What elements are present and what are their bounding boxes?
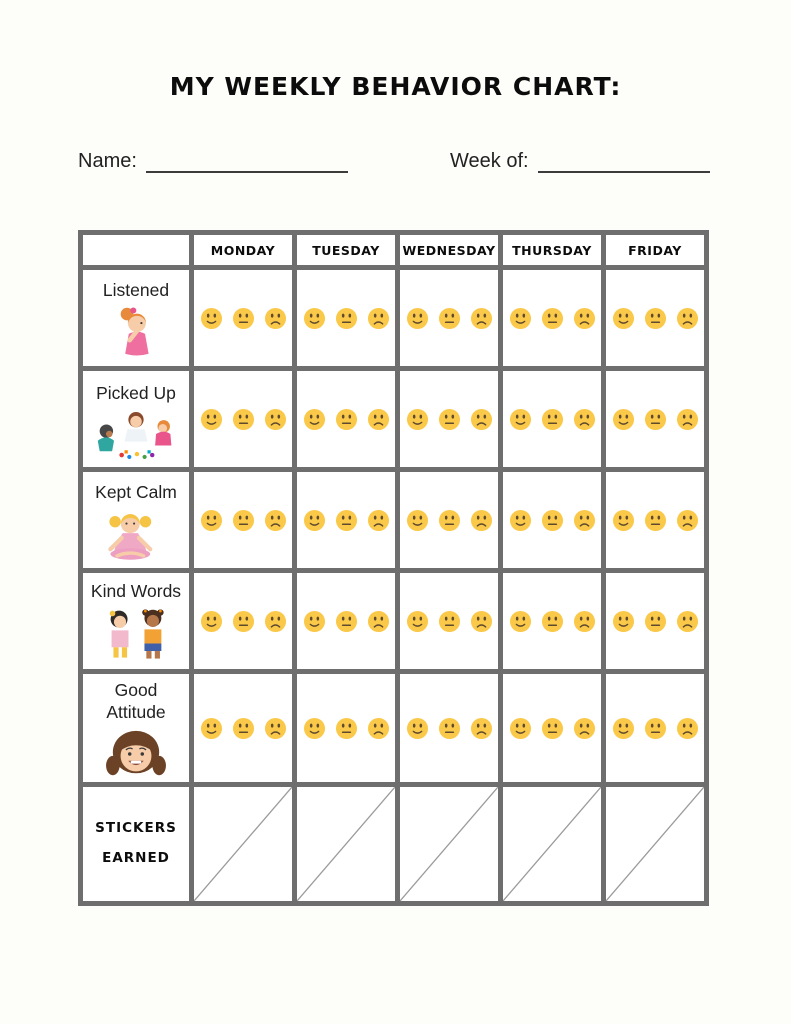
day-header-tuesday: TUESDAY bbox=[295, 233, 398, 268]
diagonal-slash-icon bbox=[297, 787, 395, 901]
stickers-earned-label: STICKERS EARNED bbox=[95, 820, 177, 866]
frowning-face-icon bbox=[573, 307, 596, 330]
slightly-smiling-face-icon bbox=[200, 610, 223, 633]
behavior-label: Picked Up bbox=[96, 383, 176, 404]
behavior-row-good-attitude bbox=[81, 672, 707, 785]
slightly-smiling-face-icon bbox=[509, 610, 532, 633]
rating-cell-thursday bbox=[501, 268, 604, 369]
slightly-smiling-face-icon bbox=[406, 307, 429, 330]
diagonal-slash-icon bbox=[194, 787, 292, 901]
neutral-face-icon bbox=[438, 509, 461, 532]
day-header-wednesday: WEDNESDAY bbox=[398, 233, 501, 268]
frowning-face-icon bbox=[264, 509, 287, 532]
behavior-table bbox=[78, 230, 709, 906]
frowning-face-icon bbox=[367, 307, 390, 330]
neutral-face-icon bbox=[335, 307, 358, 330]
stickers-cell-wednesday bbox=[398, 785, 501, 904]
slightly-smiling-face-icon bbox=[406, 717, 429, 740]
slightly-smiling-face-icon bbox=[612, 509, 635, 532]
neutral-face-icon bbox=[438, 307, 461, 330]
slightly-smiling-face-icon bbox=[200, 717, 223, 740]
slightly-smiling-face-icon bbox=[406, 610, 429, 633]
stickers-cell-thursday bbox=[501, 785, 604, 904]
neutral-face-icon bbox=[644, 509, 667, 532]
rating-cell-thursday bbox=[501, 571, 604, 672]
rating-cell-thursday bbox=[501, 470, 604, 571]
frowning-face-icon bbox=[470, 307, 493, 330]
neutral-face-icon bbox=[232, 307, 255, 330]
behavior-row-kind-words bbox=[81, 571, 707, 672]
rating-cell-monday bbox=[192, 369, 295, 470]
neutral-face-icon bbox=[335, 408, 358, 431]
slightly-smiling-face-icon bbox=[200, 307, 223, 330]
slightly-smiling-face-icon bbox=[200, 408, 223, 431]
frowning-face-icon bbox=[676, 408, 699, 431]
week-of-blank-line bbox=[538, 149, 710, 173]
frowning-face-icon bbox=[264, 408, 287, 431]
neutral-face-icon bbox=[438, 717, 461, 740]
name-label: Name: bbox=[78, 150, 137, 172]
frowning-face-icon bbox=[573, 408, 596, 431]
behavior-row-kept-calm bbox=[81, 470, 707, 571]
name-blank-line bbox=[146, 149, 348, 173]
rating-cell-friday bbox=[604, 470, 707, 571]
stickers-cell-tuesday bbox=[295, 785, 398, 904]
neutral-face-icon bbox=[644, 307, 667, 330]
frowning-face-icon bbox=[367, 717, 390, 740]
neutral-face-icon bbox=[541, 408, 564, 431]
girl-listening-icon bbox=[109, 304, 163, 362]
slightly-smiling-face-icon bbox=[612, 610, 635, 633]
rating-cell-friday bbox=[604, 268, 707, 369]
neutral-face-icon bbox=[335, 509, 358, 532]
neutral-face-icon bbox=[232, 610, 255, 633]
slightly-smiling-face-icon bbox=[303, 610, 326, 633]
kids-picking-up-toys-icon bbox=[93, 407, 179, 461]
behavior-label-cell bbox=[81, 369, 192, 470]
behavior-label: Good Attitude bbox=[106, 680, 166, 722]
neutral-face-icon bbox=[335, 717, 358, 740]
frowning-face-icon bbox=[470, 610, 493, 633]
frowning-face-icon bbox=[470, 717, 493, 740]
slightly-smiling-face-icon bbox=[509, 509, 532, 532]
day-header-thursday: THURSDAY bbox=[501, 233, 604, 268]
corner-cell bbox=[81, 233, 192, 268]
rating-cell-monday bbox=[192, 470, 295, 571]
slightly-smiling-face-icon bbox=[303, 408, 326, 431]
rating-cell-monday bbox=[192, 571, 295, 672]
neutral-face-icon bbox=[541, 307, 564, 330]
neutral-face-icon bbox=[232, 509, 255, 532]
smiling-girl-face-icon bbox=[105, 726, 167, 782]
frowning-face-icon bbox=[573, 717, 596, 740]
behavior-label-cell bbox=[81, 470, 192, 571]
rating-cell-tuesday bbox=[295, 268, 398, 369]
slightly-smiling-face-icon bbox=[303, 509, 326, 532]
slightly-smiling-face-icon bbox=[406, 509, 429, 532]
slightly-smiling-face-icon bbox=[509, 408, 532, 431]
diagonal-slash-icon bbox=[503, 787, 601, 901]
rating-cell-thursday bbox=[501, 369, 604, 470]
frowning-face-icon bbox=[367, 610, 390, 633]
behavior-label-cell bbox=[81, 268, 192, 369]
frowning-face-icon bbox=[470, 408, 493, 431]
behavior-row-listened bbox=[81, 268, 707, 369]
frowning-face-icon bbox=[264, 717, 287, 740]
diagonal-slash-icon bbox=[606, 787, 704, 901]
slightly-smiling-face-icon bbox=[509, 307, 532, 330]
diagonal-slash-icon bbox=[400, 787, 498, 901]
rating-cell-friday bbox=[604, 369, 707, 470]
frowning-face-icon bbox=[676, 610, 699, 633]
frowning-face-icon bbox=[676, 307, 699, 330]
behavior-row-picked-up bbox=[81, 369, 707, 470]
rating-cell-tuesday bbox=[295, 470, 398, 571]
week-of-field bbox=[450, 149, 710, 173]
frowning-face-icon bbox=[573, 509, 596, 532]
behavior-label: Kind Words bbox=[90, 581, 182, 602]
stickers-earned-label-cell bbox=[81, 785, 192, 904]
behavior-label: Kept Calm bbox=[95, 482, 177, 503]
header-fields bbox=[78, 143, 711, 173]
day-header-friday: FRIDAY bbox=[604, 233, 707, 268]
slightly-smiling-face-icon bbox=[612, 717, 635, 740]
neutral-face-icon bbox=[644, 610, 667, 633]
neutral-face-icon bbox=[438, 610, 461, 633]
slightly-smiling-face-icon bbox=[612, 307, 635, 330]
behavior-label-cell bbox=[81, 672, 192, 785]
behavior-label-cell bbox=[81, 571, 192, 672]
neutral-face-icon bbox=[232, 408, 255, 431]
page-title: MY WEEKLY BEHAVIOR CHART: bbox=[169, 72, 622, 101]
kids-talking-icon bbox=[100, 605, 172, 667]
rating-cell-tuesday bbox=[295, 571, 398, 672]
stickers-earned-row bbox=[81, 785, 707, 904]
table-header-row bbox=[81, 233, 707, 268]
neutral-face-icon bbox=[438, 408, 461, 431]
rating-cell-wednesday bbox=[398, 672, 501, 785]
neutral-face-icon bbox=[541, 509, 564, 532]
frowning-face-icon bbox=[264, 307, 287, 330]
rating-cell-wednesday bbox=[398, 571, 501, 672]
neutral-face-icon bbox=[541, 610, 564, 633]
neutral-face-icon bbox=[644, 717, 667, 740]
name-field bbox=[78, 149, 348, 173]
frowning-face-icon bbox=[676, 509, 699, 532]
rating-cell-friday bbox=[604, 672, 707, 785]
rating-cell-monday bbox=[192, 268, 295, 369]
neutral-face-icon bbox=[644, 408, 667, 431]
frowning-face-icon bbox=[573, 610, 596, 633]
frowning-face-icon bbox=[367, 509, 390, 532]
rating-cell-friday bbox=[604, 571, 707, 672]
stickers-cell-friday bbox=[604, 785, 707, 904]
rating-cell-thursday bbox=[501, 672, 604, 785]
behavior-label: Listened bbox=[102, 280, 170, 301]
rating-cell-tuesday bbox=[295, 369, 398, 470]
slightly-smiling-face-icon bbox=[406, 408, 429, 431]
rating-cell-wednesday bbox=[398, 268, 501, 369]
slightly-smiling-face-icon bbox=[509, 717, 532, 740]
neutral-face-icon bbox=[335, 610, 358, 633]
rating-cell-monday bbox=[192, 672, 295, 785]
rating-cell-tuesday bbox=[295, 672, 398, 785]
rating-cell-wednesday bbox=[398, 470, 501, 571]
slightly-smiling-face-icon bbox=[200, 509, 223, 532]
slightly-smiling-face-icon bbox=[303, 307, 326, 330]
slightly-smiling-face-icon bbox=[303, 717, 326, 740]
week-of-label: Week of: bbox=[450, 150, 529, 172]
frowning-face-icon bbox=[470, 509, 493, 532]
neutral-face-icon bbox=[541, 717, 564, 740]
frowning-face-icon bbox=[676, 717, 699, 740]
day-header-monday: MONDAY bbox=[192, 233, 295, 268]
girl-meditating-icon bbox=[98, 506, 174, 564]
neutral-face-icon bbox=[232, 717, 255, 740]
frowning-face-icon bbox=[367, 408, 390, 431]
stickers-cell-monday bbox=[192, 785, 295, 904]
rating-cell-wednesday bbox=[398, 369, 501, 470]
slightly-smiling-face-icon bbox=[612, 408, 635, 431]
frowning-face-icon bbox=[264, 610, 287, 633]
